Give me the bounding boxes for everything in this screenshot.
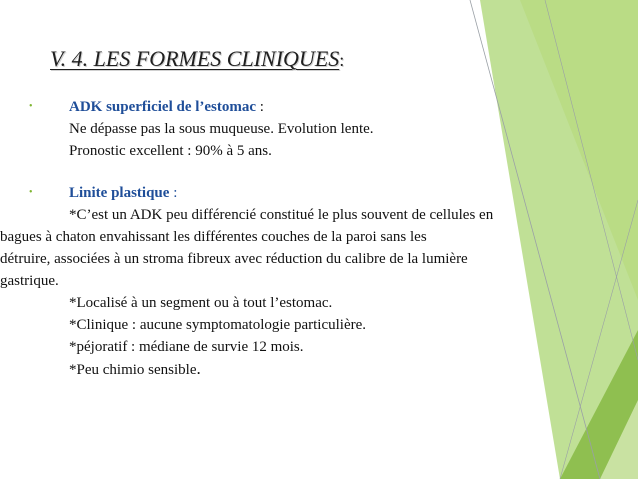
bullet-icon: • [29,101,33,112]
body-line: Pronostic excellent : 90% à 5 ans. [69,143,272,159]
body-line: *C’est un ADK peu différencié constitué le plus souvent de cellules en [69,207,494,223]
body-line: Ne dépasse pas la sous muqueuse. Evolution lente. [69,121,374,137]
section-heading: ADK superficiel de l’estomac [69,99,257,115]
section-heading: Linite plastique [69,185,170,201]
slide-title-text: V. 4. LES FORMES CLINIQUES [50,46,340,71]
list-item: *péjoratif : médiane de survie 12 mois. [69,339,304,355]
list-item-end: . [196,359,201,378]
list-item [0,358,610,381]
list-item-text: *Peu chimio sensible [69,362,197,378]
slide-title-colon: : [339,50,345,70]
slide-title [50,46,344,72]
list-item: *Localisé à un segment ou à tout l’estomac. [69,295,333,311]
section-linite-plastique-heading [0,182,610,204]
body-line: bagues à chaton envahissant les différentes couches de la paroi sans les [0,229,427,245]
body-line: gastrique. [0,273,59,289]
section-adk-superficiel-heading [0,96,610,118]
list-item: *Clinique : aucune symptomatologie particulière. [69,317,367,333]
section-separator: : [169,185,178,201]
bullet-icon: • [29,187,33,198]
body-line: détruire, associées à un stroma fibreux avec réduction du calibre de la lumière [0,251,468,267]
slide-body [0,96,610,381]
section-separator: : [256,99,264,115]
spacer [0,162,610,182]
